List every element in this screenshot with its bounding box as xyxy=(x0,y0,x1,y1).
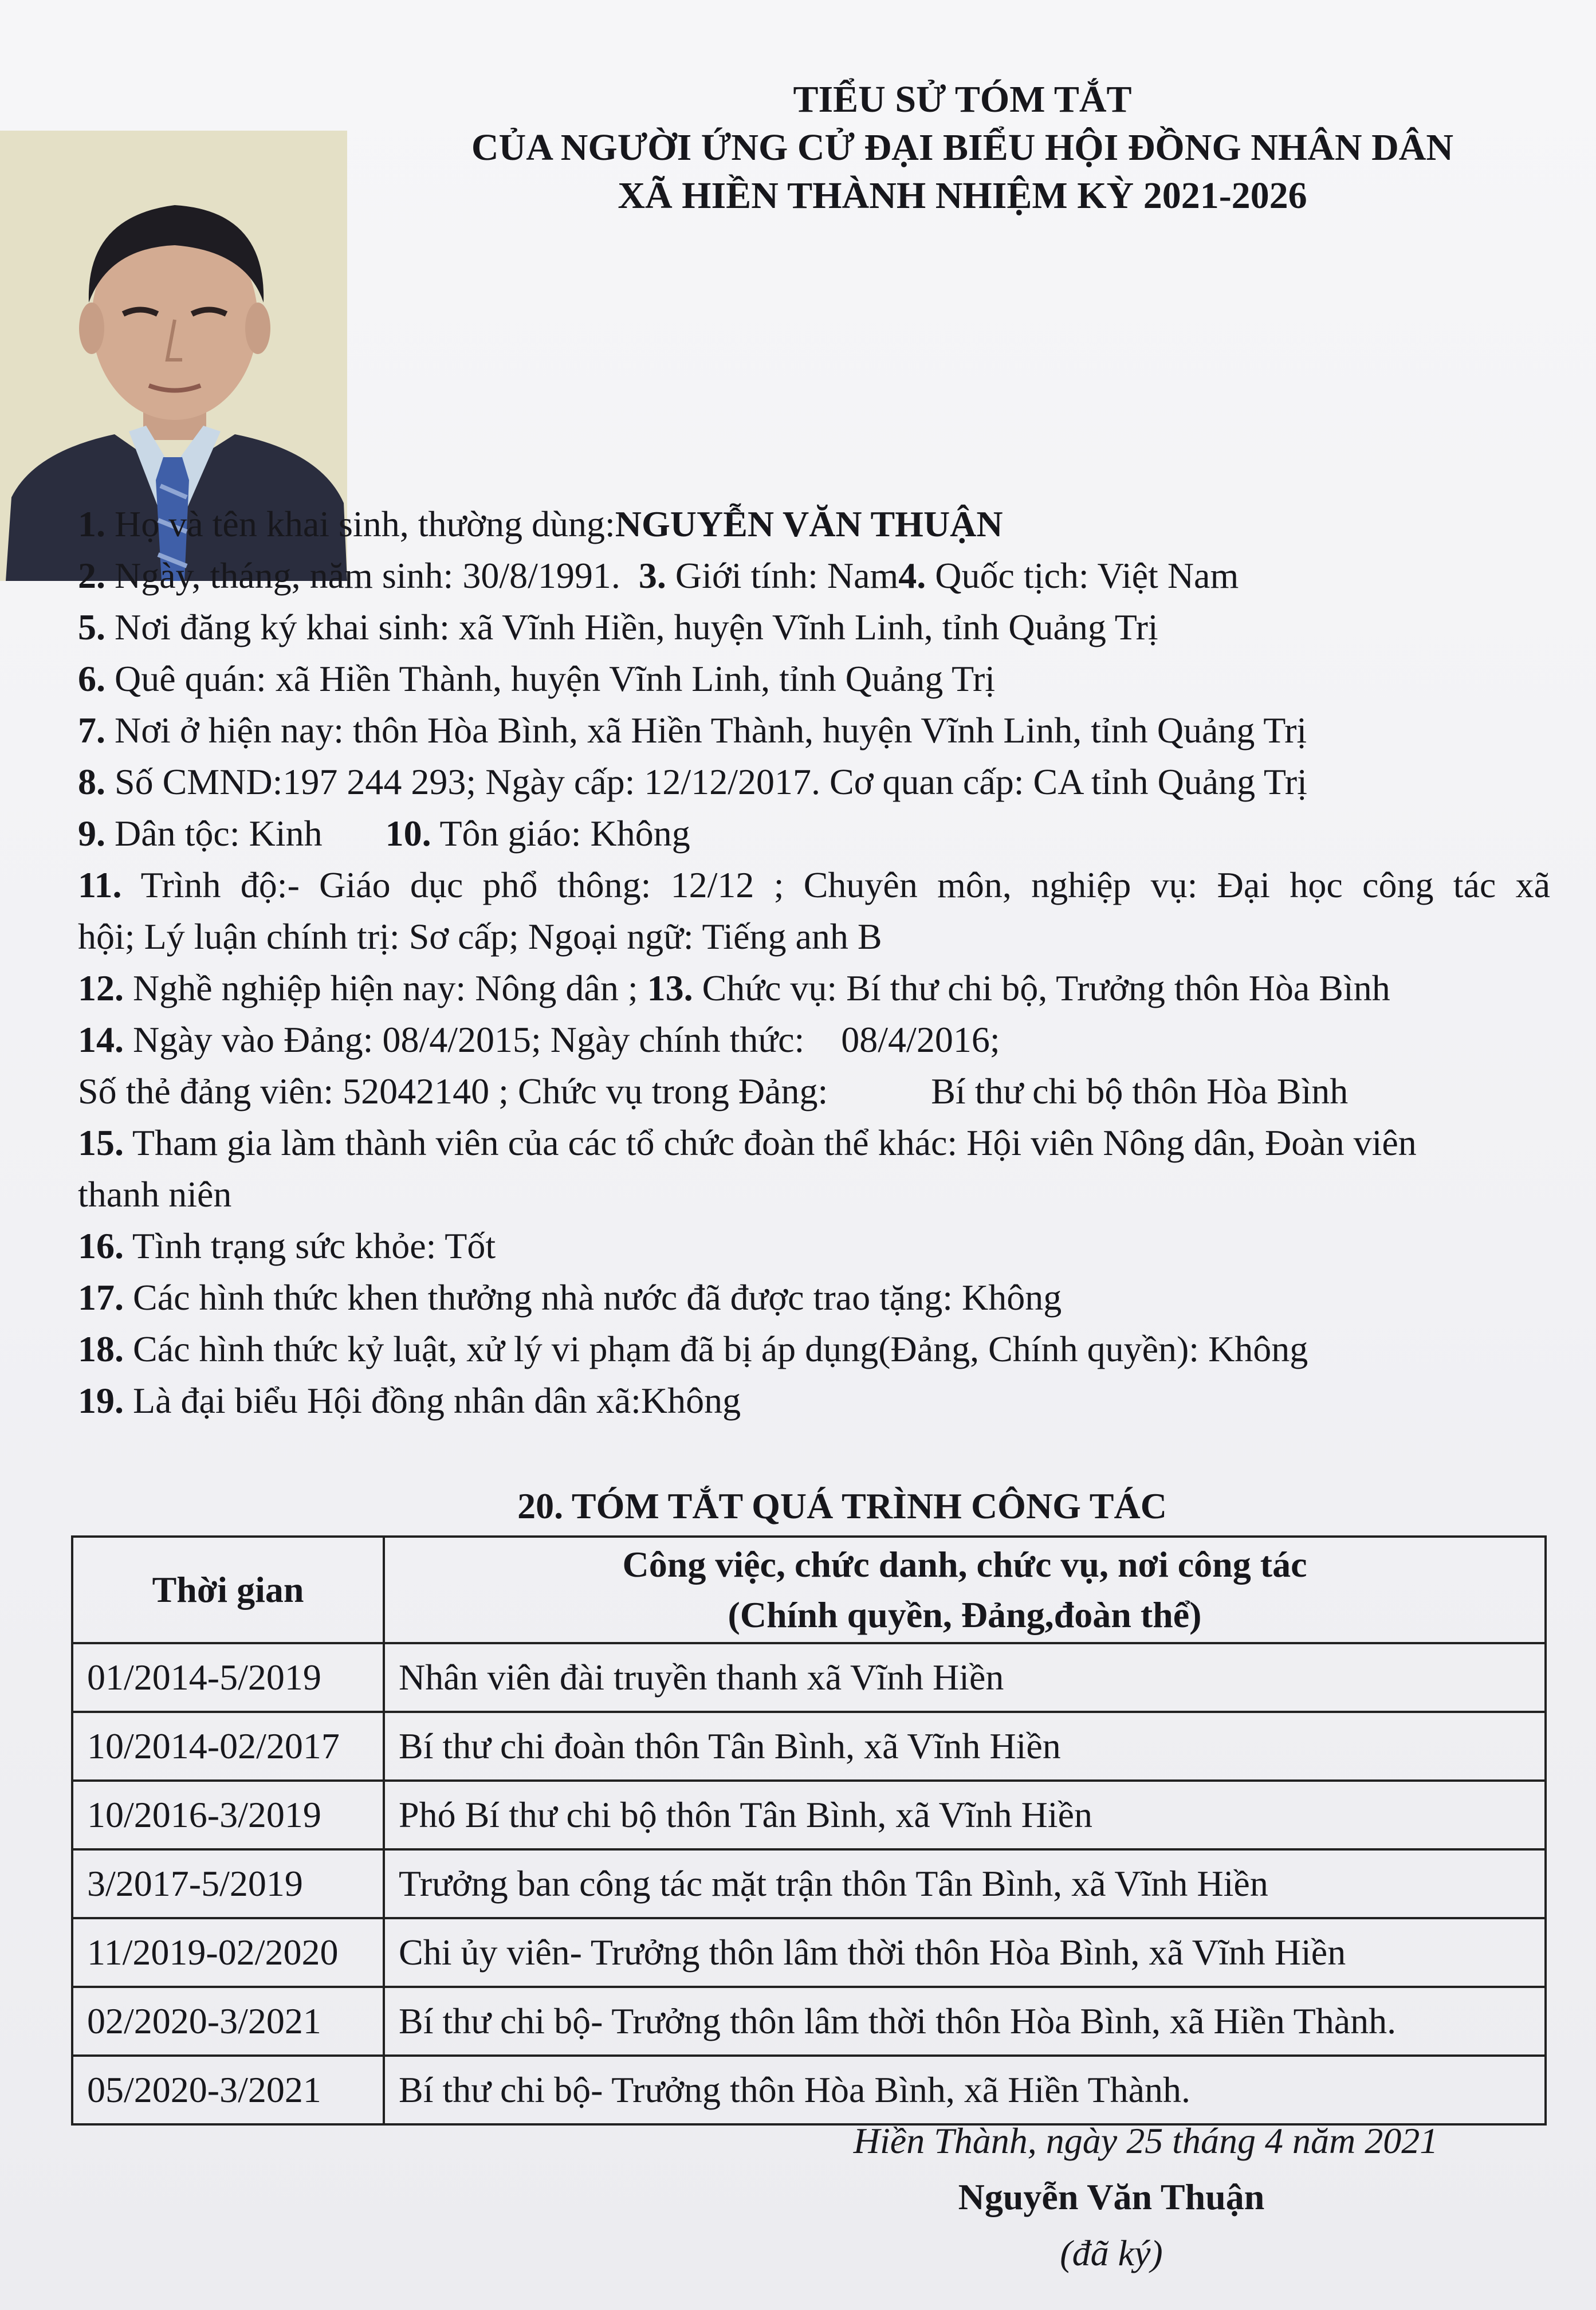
field-5-birth-registration: 5. Nơi đăng ký khai sinh: xã Vĩnh Hiền, huyện Vĩnh Linh, tỉnh Quảng Trị xyxy=(78,607,1158,647)
work-history-table xyxy=(71,1535,1547,2126)
field-2-3-4-birth-gender-nationality: 2. Ngày, tháng, năm sinh: 30/8/1991. 3. Giới tính: Nam4. Quốc tịch: Việt Nam xyxy=(78,555,1239,596)
field-17-awards: 17. Các hình thức khen thưởng nhà nước đã được trao tặng: Không xyxy=(78,1277,1062,1318)
cell-job: Nhân viên đài truyền thanh xã Vĩnh Hiền xyxy=(384,1643,1546,1712)
field-15-organizations-line2: thanh niên xyxy=(78,1174,232,1215)
table-row xyxy=(72,1849,1546,1918)
table-row xyxy=(72,1918,1546,1987)
work-history-title: 20. TÓM TẮT QUÁ TRÌNH CÔNG TÁC xyxy=(517,1486,1167,1526)
cell-time: 05/2020-3/2021 xyxy=(72,2056,384,2124)
doc-title: TIỂU SỬ TÓM TẮT xyxy=(793,78,1132,120)
field-6-hometown: 6. Quê quán: xã Hiền Thành, huyện Vĩnh Linh, tỉnh Quảng Trị xyxy=(78,658,996,699)
table-row xyxy=(72,1643,1546,1712)
field-19-council-delegate: 19. Là đại biểu Hội đồng nhân dân xã:Không xyxy=(78,1380,741,1421)
column-header-job: Công việc, chức danh, chức vụ, nơi công tác (Chính quyền, Đảng,đoàn thể) xyxy=(384,1537,1546,1643)
field-12-13-occupation-position: 12. Nghề nghiệp hiện nay: Nông dân ; 13. Chức vụ: Bí thư chi bộ, Trưởng thôn Hòa Bình xyxy=(78,968,1390,1008)
cell-time: 11/2019-02/2020 xyxy=(72,1918,384,1987)
field-1-fullname: 1. Họ và tên khai sinh, thường dùng:NGUYỄN VĂN THUẬN xyxy=(78,504,1003,544)
field-9-10-ethnicity-religion: 9. Dân tộc: Kinh 10. Tôn giáo: Không xyxy=(78,813,690,854)
field-15-organizations-line1: 15. Tham gia làm thành viên của các tổ chức đoàn thể khác: Hội viên Nông dân, Đoàn viên xyxy=(78,1122,1417,1163)
signature-note: (đã ký) xyxy=(1060,2233,1163,2273)
cell-job: Phó Bí thư chi bộ thôn Tân Bình, xã Vĩnh Hiền xyxy=(384,1781,1546,1849)
table-row xyxy=(72,1712,1546,1781)
cell-job: Bí thư chi bộ- Trưởng thôn Hòa Bình, xã Hiền Thành. xyxy=(384,2056,1546,2124)
field-14-party-dates: 14. Ngày vào Đảng: 08/4/2015; Ngày chính thức: 08/4/2016; xyxy=(78,1019,1000,1060)
signature-place-date: Hiền Thành, ngày 25 tháng 4 năm 2021 xyxy=(853,2120,1438,2161)
cell-time: 3/2017-5/2019 xyxy=(72,1849,384,1918)
cell-time: 01/2014-5/2019 xyxy=(72,1643,384,1712)
field-14-party-card: Số thẻ đảng viên: 52042140 ; Chức vụ trong Đảng: Bí thư chi bộ thôn Hòa Bình xyxy=(78,1071,1349,1111)
table-row xyxy=(72,1781,1546,1849)
doc-subtitle: CỦA NGƯỜI ỨNG CỬ ĐẠI BIỂU HỘI ĐỒNG NHÂN DÂN xyxy=(471,127,1454,168)
field-16-health: 16. Tình trạng sức khỏe: Tốt xyxy=(78,1225,496,1266)
cell-time: 02/2020-3/2021 xyxy=(72,1987,384,2056)
field-7-residence: 7. Nơi ở hiện nay: thôn Hòa Bình, xã Hiền Thành, huyện Vĩnh Linh, tỉnh Quảng Trị xyxy=(78,710,1307,751)
table-row xyxy=(72,1987,1546,2056)
cell-job: Bí thư chi đoàn thôn Tân Bình, xã Vĩnh Hiền xyxy=(384,1712,1546,1781)
cell-job: Trưởng ban công tác mặt trận thôn Tân Bình, xã Vĩnh Hiền xyxy=(384,1849,1546,1918)
field-18-discipline: 18. Các hình thức kỷ luật, xử lý vi phạm đã bị áp dụng(Đảng, Chính quyền): Không xyxy=(78,1329,1308,1369)
table-header-row xyxy=(72,1537,1546,1643)
cell-time: 10/2016-3/2019 xyxy=(72,1781,384,1849)
cell-job: Chi ủy viên- Trưởng thôn lâm thời thôn Hòa Bình, xã Vĩnh Hiền xyxy=(384,1918,1546,1987)
doc-subtitle-term: XÃ HIỀN THÀNH NHIỆM KỲ 2021-2026 xyxy=(618,175,1307,217)
cell-time: 10/2014-02/2017 xyxy=(72,1712,384,1781)
field-11-education-line1: 11. Trình độ:- Giáo dục phổ thông: 12/12 ; Chuyên môn, nghiệp vụ: Đại học công tác xã xyxy=(78,865,1550,905)
cell-job: Bí thư chi bộ- Trưởng thôn lâm thời thôn Hòa Bình, xã Hiền Thành. xyxy=(384,1987,1546,2056)
signature-name: Nguyễn Văn Thuận xyxy=(958,2177,1265,2217)
field-8-id-card: 8. Số CMND:197 244 293; Ngày cấp: 12/12/2017. Cơ quan cấp: CA tỉnh Quảng Trị xyxy=(78,761,1307,802)
column-header-time: Thời gian xyxy=(72,1537,384,1643)
table-row xyxy=(72,2056,1546,2124)
field-11-education-line2: hội; Lý luận chính trị: Sơ cấp; Ngoại ngữ: Tiếng anh B xyxy=(78,916,882,957)
